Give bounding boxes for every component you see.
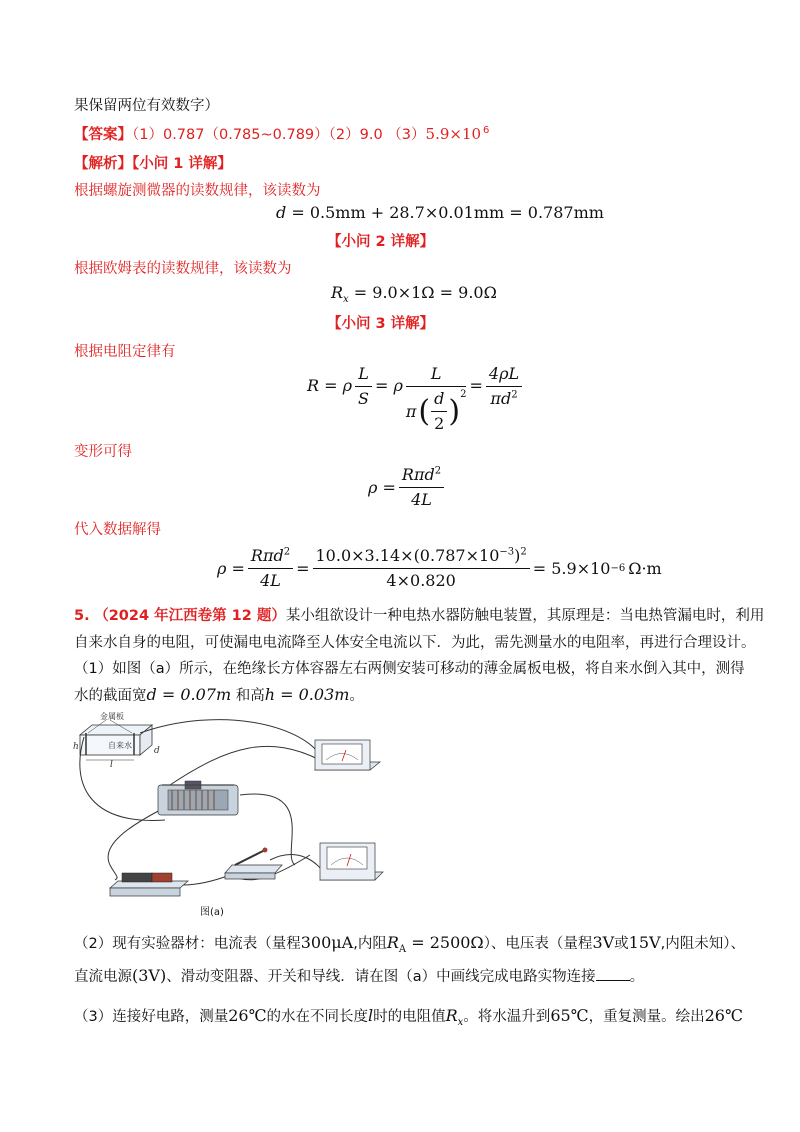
equation-rho-value: ρ = $\frac{R\pi d^2}{4L}$ = $\frac{10.0\times 3.14\times(0.787\times 10^{-3})^2}{4\times 0.820}$ = 5.9×10 −6 Ω·m <box>217 546 662 590</box>
answer-exponent: 6 <box>483 125 490 137</box>
question-number: 5. <box>74 608 90 624</box>
answer-tag: 【答案】 <box>74 127 132 143</box>
subsection-3: 【小问 3 详解】 <box>327 316 435 332</box>
voltmeter <box>315 740 380 770</box>
equation-resistance-law: R = ρ $\frac{L}{S}$ = ρ L π ( $\frac{d}{2}$ ) 2 = $\frac{4\rho L}{\pi d^2}$ <box>307 362 525 434</box>
equation-rx: $R_x = 9.0\times 1\Omega = 9.0\Omega$ <box>331 283 497 306</box>
text-line: 果保留两位有效数字） <box>74 98 219 114</box>
question-5-line: 5. （2024 年江西卷第 12 题）某小组欲设计一种电热水器防触电装置，其原理是：当电热管漏电时，利用 <box>74 608 765 624</box>
answer-line <box>74 124 489 145</box>
battery <box>110 873 188 896</box>
text-line: 根据电阻定律有 <box>74 344 176 360</box>
text-line: 水的截面宽d = 0.07m 和高h = 0.03m。 <box>74 685 364 704</box>
text-line: （3）连接好电路，测量26℃的水在不同长度l时的电阻值$R_x$。将水温升到65℃，重复测量。绘出26℃ <box>74 1006 743 1029</box>
subsection-2: 【小问 2 详解】 <box>327 234 435 250</box>
text-line: （2）现有实验器材：电流表（量程300μA,内阻$R_A = 2500\Omega$）、电压表（量程3V或15V,内阻未知）、 <box>74 933 745 956</box>
switch <box>225 848 282 880</box>
svg-text:自来水: 自来水 <box>108 741 132 750</box>
text-line: 代入数据解得 <box>74 522 161 538</box>
svg-text:金属板: 金属板 <box>100 712 124 721</box>
text-line: 自来水自身的电阻，可使漏电电流降至人体安全电流以下．为此，需先测量水的电阻率，再进行合理设计。 <box>74 635 756 651</box>
answer-blank[interactable] <box>596 966 630 981</box>
figure-label: 图(a) <box>200 907 224 918</box>
question-source: （2024 年江西卷第 12 题） <box>94 608 286 624</box>
text-line: （1）如图（a）所示，在绝缘长方体容器左右两侧安装可移动的薄金属板电极，将自来水倒入其中，测得 <box>74 661 745 677</box>
equation-d: d = 0.5mm + 28.7×0.01mm = 0.787mm <box>276 203 604 222</box>
text-line: 根据螺旋测微器的读数规律，该读数为 <box>74 183 321 199</box>
ammeter <box>320 843 383 880</box>
svg-text:h: h <box>73 742 79 752</box>
water-container <box>73 711 160 770</box>
analysis-tag: 【解析】【小问 1 详解】 <box>74 156 232 172</box>
text-line: 变形可得 <box>74 444 132 460</box>
circuit-figure <box>70 705 430 920</box>
svg-text:d: d <box>154 746 160 756</box>
rheostat <box>158 781 238 815</box>
equation-rho: ρ = $\frac{R\pi d^2}{4L}$ <box>368 465 447 510</box>
text-line: 根据欧姆表的读数规律，该读数为 <box>74 261 292 277</box>
answer-body: （1）0.787（0.785~0.789）（2）9.0 （3） <box>132 127 426 143</box>
answer-value: 5.9×10 <box>425 125 482 143</box>
text-line: 直流电源(3V)、滑动变阻器、开关和导线．请在图（a）中画线完成电路实物连接 。 <box>74 966 645 985</box>
svg-text:l: l <box>110 760 113 770</box>
